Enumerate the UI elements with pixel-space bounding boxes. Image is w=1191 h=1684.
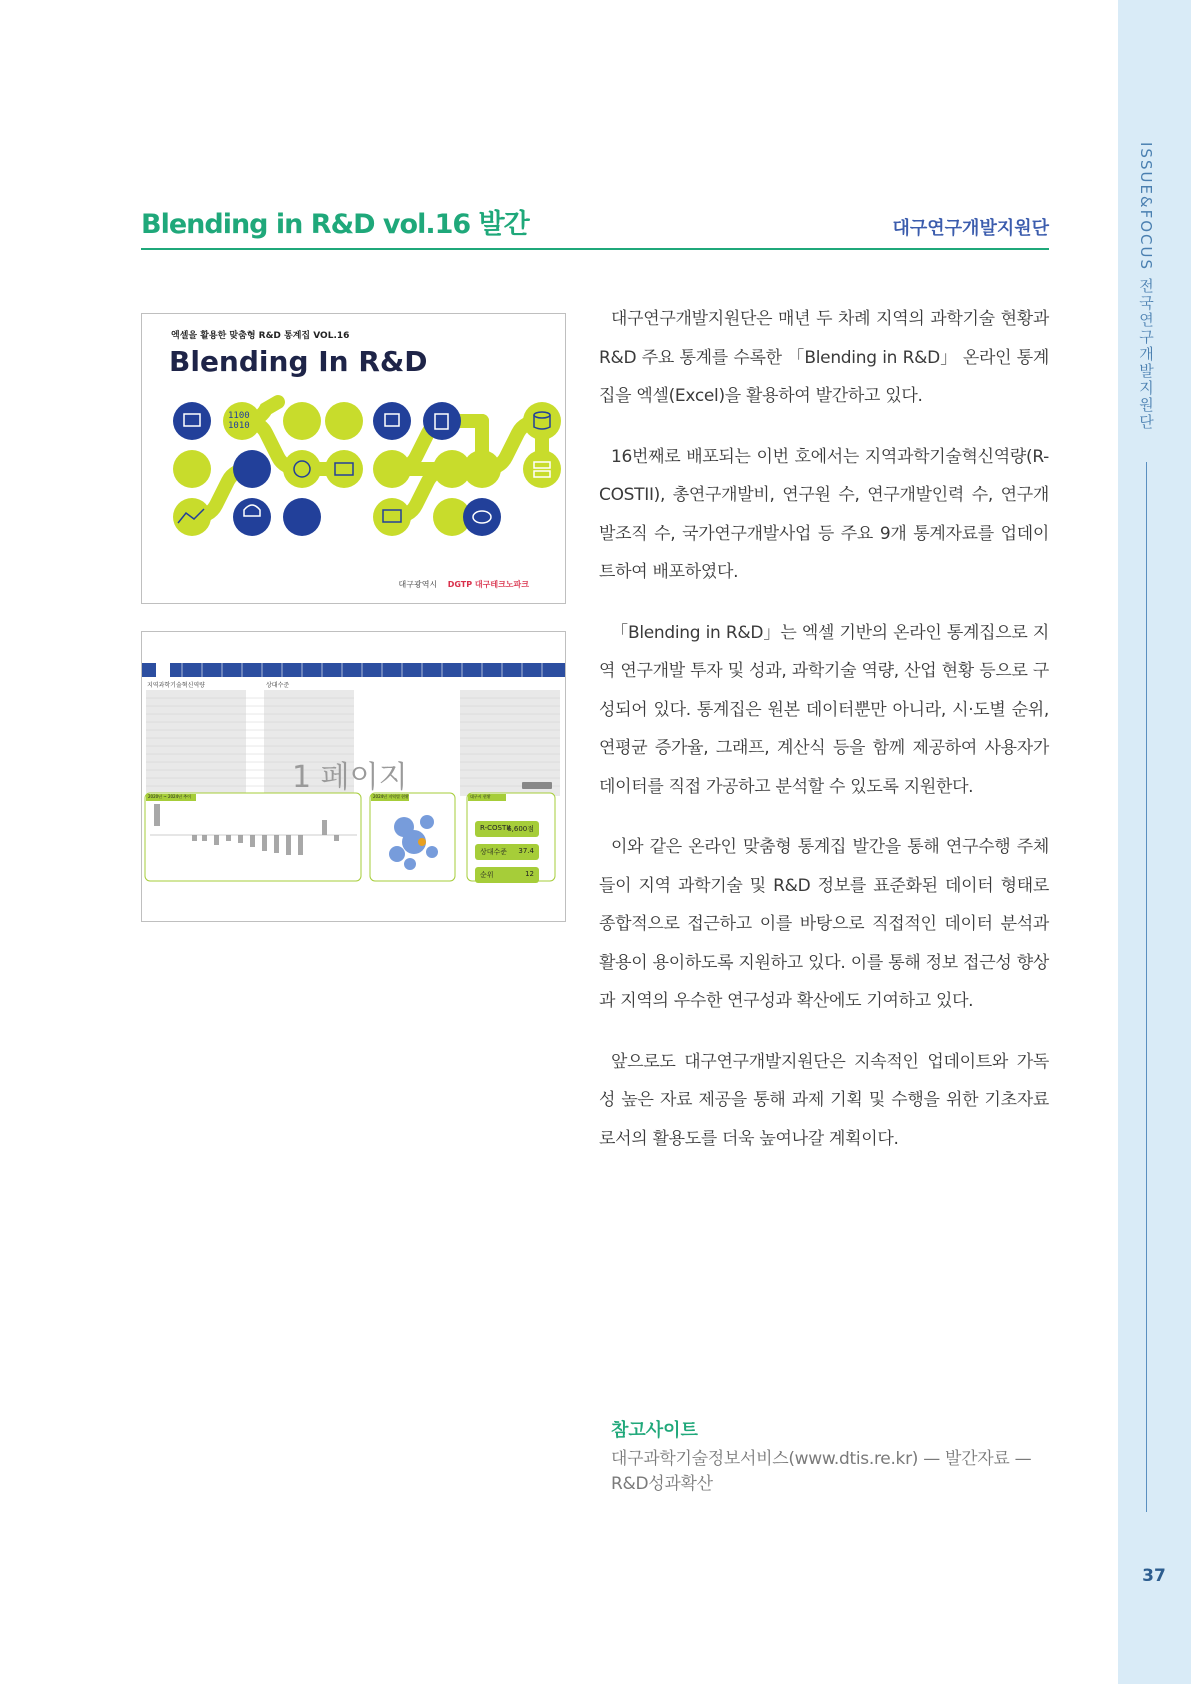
stat-label: 순위 xyxy=(480,871,494,879)
cover-subtitle: 엑셀을 활용한 맞춤형 R&D 통계집 VOL.16 xyxy=(171,331,350,341)
paragraph: 대구연구개발지원단은 매년 두 차례 지역의 과학기술 현황과 R&D 주요 통계를 수록한 「Blending in R&D」 온라인 통계집을 엑셀(Excel)을 활용하여 발간하고 있다. xyxy=(599,309,1049,406)
stat-relative-level xyxy=(475,844,539,860)
stat-value: 6,600점 xyxy=(507,825,534,833)
stat-value: 12 xyxy=(525,870,534,878)
cover-logos xyxy=(399,579,529,590)
stat-rank xyxy=(475,867,539,883)
logo-dgtp: DGTP 대구테크노파크 xyxy=(447,580,529,589)
paragraph: 「Blending in R&D」는 엑셀 기반의 온라인 통계집으로 지역 연구개발 투자 및 성과, 과학기술 역량, 산업 현황 등으로 구성되어 있다. 통계집은 원본 데이터뿐만 아니라, 시·도별 순위, 연평균 증가율, 그래프, 계산식 등을 함께 제공하여 사용자가 데이터를 직접 가공하고 분석할 수 있도록 지원한다. xyxy=(599,622,1049,797)
article-body xyxy=(599,300,1049,1180)
reference-title: 참고사이트 xyxy=(611,1420,698,1441)
article-title: Blending in R&D vol.16 발간 xyxy=(141,209,529,240)
organization-name: 대구연구개발지원단 xyxy=(892,218,1049,239)
panel3-title: 대구시 현황 xyxy=(470,794,491,799)
sidebar-divider xyxy=(1146,462,1147,1512)
cover-image xyxy=(141,313,566,604)
page-number: 37 xyxy=(1142,1566,1166,1586)
panel2-title: 2024년 지역별 현황 xyxy=(373,794,409,799)
stat-label: R-COSTII xyxy=(480,824,511,832)
logo-daegu: 대구광역시 xyxy=(398,580,438,589)
cover-title: Blending In R&D xyxy=(169,345,428,378)
panel1-title: 2020년 ~ 2024년 추이 xyxy=(148,794,191,799)
stat-rcostii xyxy=(475,821,539,837)
paragraph: 이와 같은 온라인 맞춤형 통계집 발간을 통해 연구수행 주체들이 지역 과학기술 및 R&D 정보를 표준화된 데이터 형태로 종합적으로 접근하고 이를 바탕으로 직접적인 데이터 분석과 활용이 용이하도록 지원하고 있다. 이를 통해 정보 접근성 향상과 지역의 우수한 연구성과 확산에도 기여하고 있다. xyxy=(599,837,1049,1011)
svg-text:1010: 1010 xyxy=(228,421,250,431)
stat-value: 37.4 xyxy=(518,847,534,855)
paragraph: 16번째로 배포되는 이번 호에서는 지역과학기술혁신역량(R-COSTII), 총연구개발비, 연구원 수, 연구개발인력 수, 연구개발조직 수, 국가연구개발사업 등 주요 9개 통계자료를 업데이트하여 배포하였다. xyxy=(599,446,1049,582)
table2-title: 상대수준 xyxy=(266,682,290,689)
svg-text:1100: 1100 xyxy=(228,411,250,421)
cover-graphic xyxy=(142,314,567,605)
paragraph: 앞으로도 대구연구개발지원단은 지속적인 업데이트와 가독성 높은 자료 제공을 통해 과제 기획 및 수행을 위한 기초자료로서의 활용도를 더욱 높여나갈 계획이다. xyxy=(599,1051,1049,1149)
excel-preview-image xyxy=(141,631,566,922)
reference-text: 대구과학기술정보서비스(www.dtis.re.kr) — 발간자료 — R&D성과확산 xyxy=(611,1449,1032,1494)
section-label: ISSUE&FOCUS 전국연구개발지원단 xyxy=(1137,142,1155,431)
stat-label: 상대수준 xyxy=(480,848,508,856)
table1-title: 지역과학기술혁신역량 xyxy=(147,682,205,689)
page-watermark: 1 페이지 xyxy=(292,760,408,795)
title-rule xyxy=(141,248,1049,250)
